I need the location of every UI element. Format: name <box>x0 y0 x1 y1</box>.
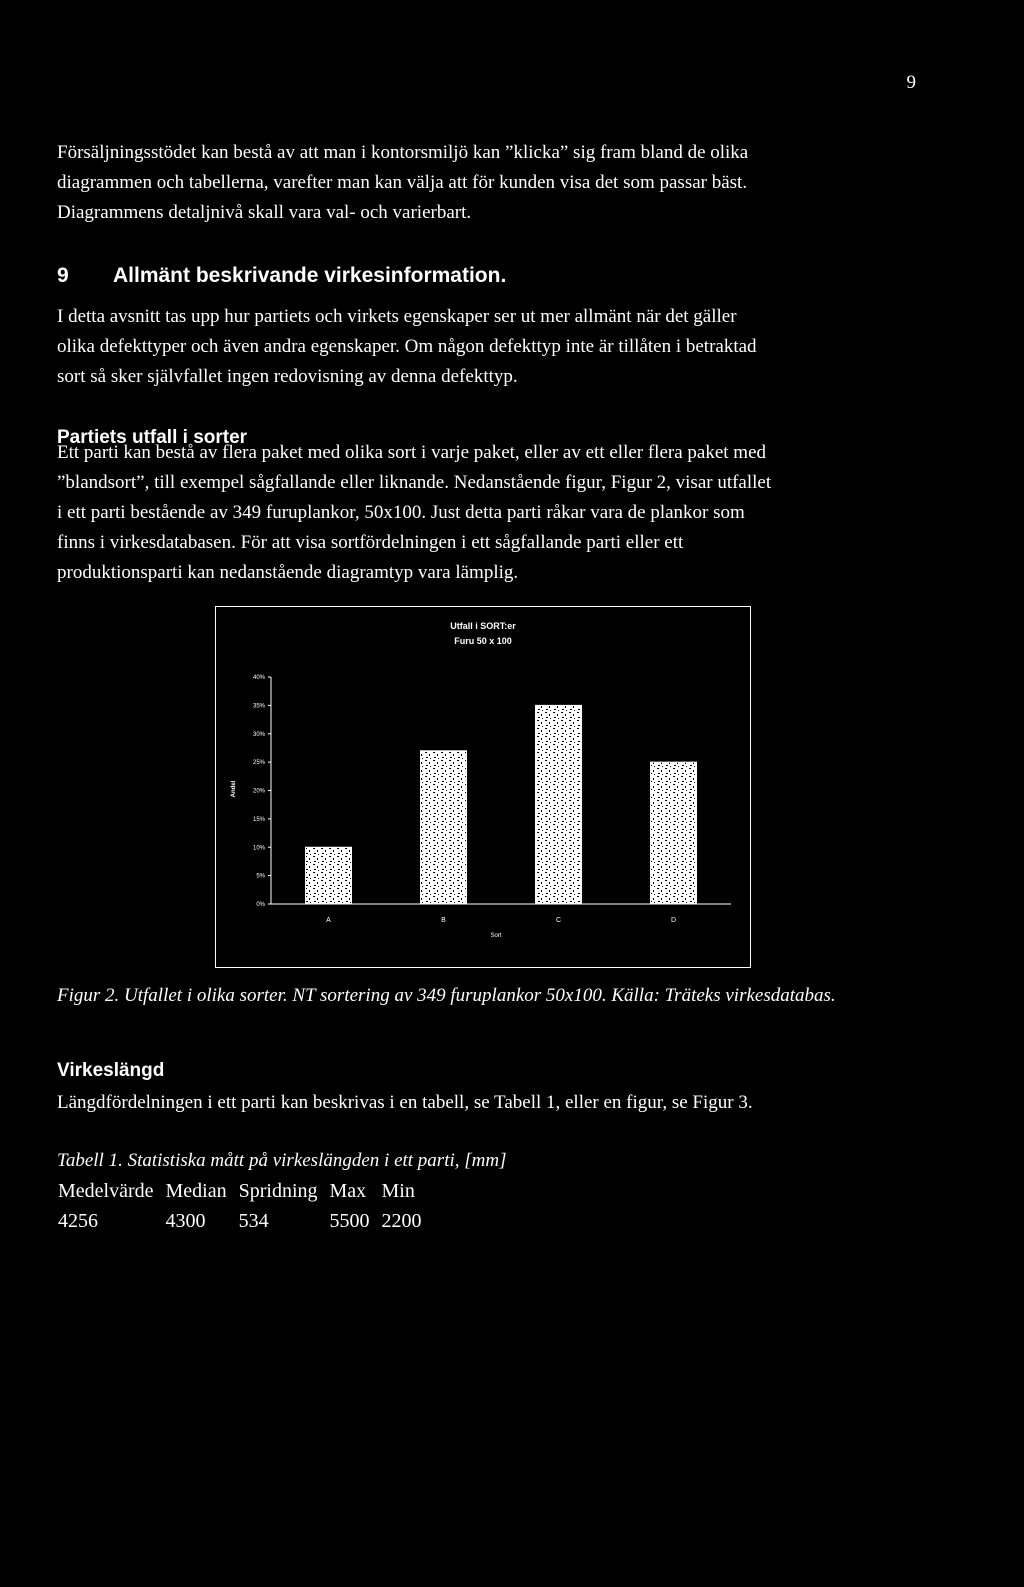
table-header: Max <box>329 1179 367 1202</box>
table-cell: 5500 <box>329 1209 370 1232</box>
y-tick-label: 15% <box>252 816 265 823</box>
intro-line: diagrammen och tabellerna, varefter man kan välja att för kunden visa det som passar bäst. <box>57 172 748 193</box>
chart-subtitle: Furu 50 x 100 <box>454 636 512 646</box>
y-tick-label: 35% <box>252 703 265 710</box>
section-line: I detta avsnitt tas upp hur partiets och virkets egenskaper ser ut mer allmänt när det gäller <box>57 306 737 327</box>
chart-title: Utfall i SORT:er <box>450 621 516 631</box>
virkeslangd-text <box>57 1088 937 1118</box>
table-cell: 4300 <box>165 1209 206 1232</box>
y-axis-label: Andel <box>231 780 237 798</box>
x-axis-label: Sort <box>490 933 502 939</box>
partiets-heading: Partiets utfall i sorter <box>57 427 248 448</box>
x-tick-label: D <box>670 917 677 924</box>
x-tick-label: C <box>555 917 562 924</box>
page-number: 9 <box>906 72 916 93</box>
table-header: Min <box>381 1179 415 1202</box>
section-number: 9 <box>57 264 69 287</box>
table-header: Medelvärde <box>58 1179 154 1202</box>
table-row <box>52 1206 428 1236</box>
bar-A <box>306 847 352 904</box>
partiets-paragraph <box>57 438 937 588</box>
bar-B <box>421 751 467 904</box>
y-tick-label: 25% <box>252 760 265 767</box>
bar-D <box>651 762 697 904</box>
y-tick-label: 0% <box>256 902 265 908</box>
bar-chart <box>216 607 750 967</box>
y-tick-label: 30% <box>252 731 265 738</box>
intro-line: Försäljningsstödet kan bestå av att man i kontorsmiljö kan ”klicka” sig fram bland de olika <box>57 142 749 163</box>
table-caption: Tabell 1. Statistiska mått på virkeslängden i ett parti, [mm] <box>57 1150 507 1171</box>
virkeslangd-line: Längdfördelningen i ett parti kan beskrivas i en tabell, se Tabell 1, eller en figur, se Figur 3. <box>57 1092 753 1113</box>
x-tick-label: A <box>326 917 331 924</box>
y-tick-label: 20% <box>252 788 265 795</box>
table-header-row <box>52 1176 428 1206</box>
partiets-line: finns i virkesdatabasen. För att visa sortfördelningen i ett sågfallande parti eller ett <box>57 532 684 553</box>
section-paragraph <box>57 302 937 392</box>
partiets-line: Ett parti kan bestå av flera paket med olika sort i varje paket, eller av ett eller flera paket med <box>57 442 767 463</box>
section-line: olika defekttyper och även andra egenskaper. Om någon defekttyp inte är tillåten i betraktad <box>57 336 757 357</box>
partiets-line: produktionsparti kan nedanstående diagramtyp vara lämplig. <box>57 562 519 583</box>
figure-caption: Figur 2. Utfallet i olika sorter. NT sortering av 349 furuplankor 50x100. Källa: Träteks virkesdatabas. <box>57 985 836 1006</box>
y-tick-label: 10% <box>252 845 265 852</box>
table-cell: 534 <box>238 1209 269 1232</box>
partiets-line: i ett parti bestående av 349 furuplankor, 50x100. Just detta parti råkar vara de plankor som <box>57 502 745 523</box>
intro-paragraph <box>57 138 937 228</box>
section-heading <box>57 264 506 288</box>
section-line: sort så sker självfallet ingen redovisning av denna defekttyp. <box>57 366 518 387</box>
intro-line: Diagrammens detaljnivå skall vara val- och varierbart. <box>57 202 472 223</box>
partiets-line: ”blandsort”, till exempel sågfallande eller liknande. Nedanstående figur, Figur 2, visar utfallet <box>57 472 772 493</box>
stats-table <box>52 1176 428 1236</box>
table-header: Median <box>165 1179 227 1202</box>
section-title: Allmänt beskrivande virkesinformation. <box>113 264 507 287</box>
table-cell: 2200 <box>381 1209 422 1232</box>
virkeslangd-heading: Virkeslängd <box>57 1060 165 1081</box>
x-tick-label: B <box>441 917 446 924</box>
table-header: Spridning <box>238 1179 318 1202</box>
bar-C <box>536 705 582 904</box>
y-tick-label: 40% <box>252 675 265 681</box>
table-cell: 4256 <box>58 1209 98 1232</box>
y-tick-label: 5% <box>256 873 265 880</box>
figure-2 <box>215 606 751 968</box>
